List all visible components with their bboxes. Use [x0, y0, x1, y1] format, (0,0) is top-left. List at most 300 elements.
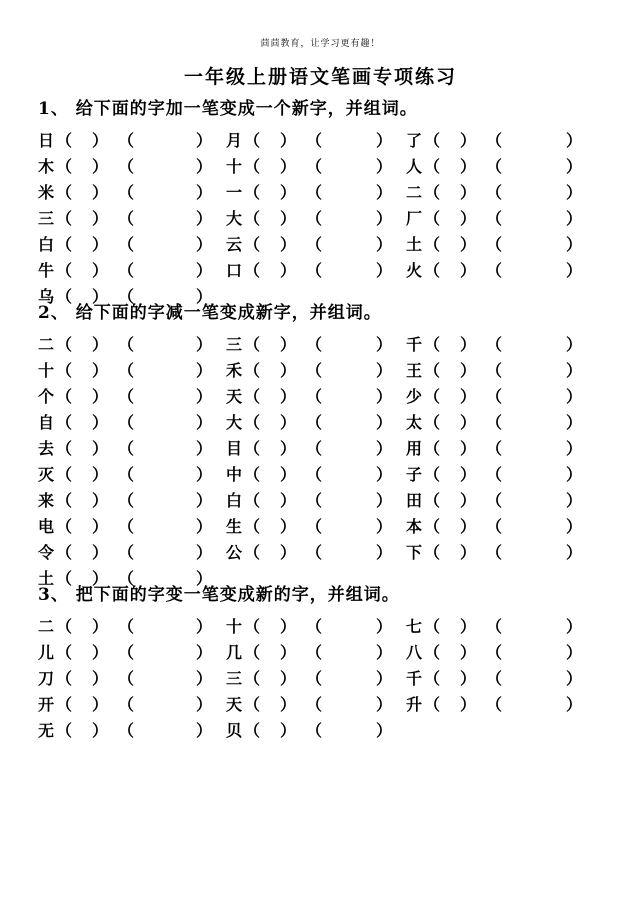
word-blank-close: ）	[376, 261, 393, 280]
word-blank-close: ）	[196, 569, 213, 588]
word-blank-open[interactable]: （	[486, 131, 503, 150]
word-blank-open[interactable]: （	[486, 491, 503, 510]
exercise-char: 太	[406, 413, 423, 432]
word-blank-open[interactable]: （	[486, 465, 503, 484]
word-blank-close: ）	[376, 183, 393, 202]
word-blank-close: ）	[376, 617, 393, 636]
word-blank-open[interactable]: （	[306, 543, 323, 562]
char-blank-open[interactable]: （	[424, 669, 441, 688]
char-blank-close: ）	[280, 387, 297, 406]
char-blank-close: ）	[280, 209, 297, 228]
exercise-char: 开	[38, 695, 55, 714]
word-blank-open[interactable]: （	[306, 235, 323, 254]
exercise-char: 云	[226, 235, 243, 254]
word-blank-open[interactable]: （	[486, 361, 503, 380]
exercise-char: 日	[38, 131, 55, 150]
word-blank-close: ）	[566, 131, 583, 150]
char-blank-open[interactable]: （	[244, 491, 261, 510]
exercise-char: 一	[226, 183, 243, 202]
char-blank-open[interactable]: （	[56, 183, 73, 202]
char-blank-close: ）	[460, 517, 477, 536]
char-blank-close: ）	[460, 183, 477, 202]
exercise-char: 土	[38, 569, 55, 588]
char-blank-open[interactable]: （	[56, 131, 73, 150]
word-blank-close: ）	[196, 287, 213, 306]
exercise-row	[0, 666, 641, 692]
char-blank-open[interactable]: （	[244, 695, 261, 714]
char-blank-open[interactable]: （	[244, 183, 261, 202]
char-blank-close: ）	[460, 209, 477, 228]
char-blank-close: ）	[460, 465, 477, 484]
char-blank-close: ）	[460, 261, 477, 280]
char-blank-open[interactable]: （	[244, 261, 261, 280]
char-blank-open[interactable]: （	[424, 491, 441, 510]
word-blank-close: ）	[196, 669, 213, 688]
exercise-row	[0, 332, 641, 358]
word-blank-close: ）	[566, 361, 583, 380]
exercise-char: 厂	[406, 209, 423, 228]
word-blank-close: ）	[566, 617, 583, 636]
char-blank-close: ）	[280, 695, 297, 714]
word-blank-open[interactable]: （	[306, 183, 323, 202]
word-blank-close: ）	[376, 157, 393, 176]
word-blank-open[interactable]: （	[486, 157, 503, 176]
word-blank-open[interactable]: （	[118, 387, 135, 406]
char-blank-close: ）	[92, 413, 109, 432]
word-blank-open[interactable]: （	[486, 335, 503, 354]
word-blank-open[interactable]: （	[118, 287, 135, 306]
char-blank-open[interactable]: （	[56, 287, 73, 306]
page-header: 茴茴教育，让学习更有趣！	[260, 39, 381, 49]
word-blank-close: ）	[566, 465, 583, 484]
char-blank-open[interactable]: （	[56, 335, 73, 354]
char-blank-open[interactable]: （	[56, 569, 73, 588]
word-blank-close: ）	[196, 465, 213, 484]
char-blank-open[interactable]: （	[424, 131, 441, 150]
char-blank-open[interactable]: （	[424, 439, 441, 458]
char-blank-open[interactable]: （	[56, 643, 73, 662]
char-blank-open[interactable]: （	[424, 209, 441, 228]
word-blank-open[interactable]: （	[118, 183, 135, 202]
exercise-char: 八	[406, 643, 423, 662]
char-blank-close: ）	[280, 669, 297, 688]
word-blank-open[interactable]: （	[306, 413, 323, 432]
exercise-char: 米	[38, 183, 55, 202]
word-blank-open[interactable]: （	[306, 361, 323, 380]
word-blank-open[interactable]: （	[486, 669, 503, 688]
char-blank-close: ）	[280, 465, 297, 484]
word-blank-close: ）	[566, 695, 583, 714]
word-blank-open[interactable]: （	[306, 261, 323, 280]
exercise-char: 自	[38, 413, 55, 432]
section-title-1: 1、 给下面的字加一笔变成一个新字，并组词。	[38, 99, 418, 119]
char-blank-close: ）	[92, 235, 109, 254]
word-blank-open[interactable]: （	[118, 465, 135, 484]
char-blank-close: ）	[92, 517, 109, 536]
word-blank-open[interactable]: （	[486, 517, 503, 536]
char-blank-close: ）	[92, 721, 109, 740]
char-blank-close: ）	[280, 131, 297, 150]
char-blank-open[interactable]: （	[244, 721, 261, 740]
word-blank-open[interactable]: （	[306, 721, 323, 740]
exercise-row	[0, 232, 641, 258]
char-blank-close: ）	[92, 669, 109, 688]
word-blank-close: ）	[196, 131, 213, 150]
char-blank-open[interactable]: （	[424, 543, 441, 562]
word-blank-open[interactable]: （	[118, 617, 135, 636]
word-blank-close: ）	[196, 695, 213, 714]
char-blank-open[interactable]: （	[56, 235, 73, 254]
word-blank-open[interactable]: （	[306, 157, 323, 176]
word-blank-close: ）	[376, 131, 393, 150]
word-blank-close: ）	[376, 413, 393, 432]
exercise-char: 火	[406, 261, 423, 280]
char-blank-open[interactable]: （	[244, 387, 261, 406]
char-blank-open[interactable]: （	[56, 413, 73, 432]
word-blank-open[interactable]: （	[118, 335, 135, 354]
word-blank-close: ）	[196, 643, 213, 662]
char-blank-close: ）	[460, 335, 477, 354]
word-blank-open[interactable]: （	[486, 387, 503, 406]
char-blank-open[interactable]: （	[56, 695, 73, 714]
char-blank-close: ）	[280, 361, 297, 380]
word-blank-open[interactable]: （	[118, 439, 135, 458]
char-blank-close: ）	[460, 543, 477, 562]
char-blank-close: ）	[460, 361, 477, 380]
word-blank-close: ）	[196, 235, 213, 254]
word-blank-open[interactable]: （	[118, 157, 135, 176]
char-blank-close: ）	[460, 669, 477, 688]
exercise-char: 七	[406, 617, 423, 636]
word-blank-close: ）	[376, 209, 393, 228]
word-blank-open[interactable]: （	[118, 569, 135, 588]
exercise-char: 大	[226, 209, 243, 228]
word-blank-close: ）	[566, 261, 583, 280]
char-blank-open[interactable]: （	[56, 465, 73, 484]
char-blank-open[interactable]: （	[56, 721, 73, 740]
exercise-char: 公	[226, 543, 243, 562]
exercise-char: 来	[38, 491, 55, 510]
word-blank-close: ）	[376, 491, 393, 510]
char-blank-open[interactable]: （	[56, 517, 73, 536]
char-blank-open[interactable]: （	[244, 157, 261, 176]
exercise-char: 十	[226, 617, 243, 636]
char-blank-close: ）	[460, 387, 477, 406]
char-blank-open[interactable]: （	[424, 517, 441, 536]
char-blank-open[interactable]: （	[244, 361, 261, 380]
exercise-char: 月	[226, 131, 243, 150]
char-blank-open[interactable]: （	[424, 261, 441, 280]
word-blank-open[interactable]: （	[486, 439, 503, 458]
worksheet-title: 一年级上册语文笔画专项练习	[183, 66, 457, 88]
word-blank-close: ）	[196, 413, 213, 432]
exercise-row	[0, 154, 641, 180]
word-blank-close: ）	[566, 439, 583, 458]
char-blank-open[interactable]: （	[244, 413, 261, 432]
char-blank-close: ）	[280, 261, 297, 280]
section-title-3: 3、 把下面的字变一笔变成新的字，并组词。	[38, 585, 400, 605]
word-blank-open[interactable]: （	[118, 721, 135, 740]
word-blank-close: ）	[566, 387, 583, 406]
word-blank-close: ）	[376, 465, 393, 484]
char-blank-open[interactable]: （	[244, 669, 261, 688]
char-blank-close: ）	[92, 569, 109, 588]
word-blank-open[interactable]: （	[486, 183, 503, 202]
char-blank-open[interactable]: （	[424, 617, 441, 636]
char-blank-close: ）	[460, 131, 477, 150]
exercise-char: 下	[406, 543, 423, 562]
exercise-row	[0, 180, 641, 206]
exercise-row	[0, 614, 641, 640]
exercise-row	[0, 462, 641, 488]
char-blank-close: ）	[460, 491, 477, 510]
char-blank-open[interactable]: （	[56, 209, 73, 228]
word-blank-open[interactable]: （	[118, 413, 135, 432]
char-blank-open[interactable]: （	[56, 491, 73, 510]
word-blank-close: ）	[376, 335, 393, 354]
word-blank-close: ）	[566, 643, 583, 662]
exercise-char: 电	[38, 517, 55, 536]
exercise-char: 目	[226, 439, 243, 458]
exercise-char: 子	[406, 465, 423, 484]
char-blank-open[interactable]: （	[244, 617, 261, 636]
char-blank-close: ）	[460, 413, 477, 432]
word-blank-close: ）	[196, 361, 213, 380]
word-blank-open[interactable]: （	[306, 439, 323, 458]
word-blank-close: ）	[376, 721, 393, 740]
exercise-row	[0, 640, 641, 666]
word-blank-open[interactable]: （	[486, 643, 503, 662]
section-title-2: 2、 给下面的字减一笔变成新字，并组词。	[38, 303, 382, 323]
word-blank-close: ）	[566, 335, 583, 354]
word-blank-close: ）	[376, 669, 393, 688]
char-blank-open[interactable]: （	[244, 131, 261, 150]
char-blank-open[interactable]: （	[56, 387, 73, 406]
exercise-char: 三	[226, 669, 243, 688]
word-blank-close: ）	[566, 209, 583, 228]
word-blank-close: ）	[196, 543, 213, 562]
word-blank-close: ）	[566, 235, 583, 254]
exercise-char: 二	[406, 183, 423, 202]
char-blank-open[interactable]: （	[56, 617, 73, 636]
char-blank-close: ）	[460, 643, 477, 662]
char-blank-open[interactable]: （	[424, 643, 441, 662]
exercise-char: 刀	[38, 669, 55, 688]
word-blank-open[interactable]: （	[486, 695, 503, 714]
char-blank-close: ）	[92, 491, 109, 510]
char-blank-close: ）	[280, 413, 297, 432]
word-blank-close: ）	[376, 695, 393, 714]
char-blank-open[interactable]: （	[244, 235, 261, 254]
exercise-char: 土	[406, 235, 423, 254]
exercise-row	[0, 488, 641, 514]
char-blank-open[interactable]: （	[56, 439, 73, 458]
word-blank-close: ）	[196, 387, 213, 406]
exercise-row	[0, 514, 641, 540]
exercise-char: 本	[406, 517, 423, 536]
word-blank-open[interactable]: （	[118, 695, 135, 714]
char-blank-open[interactable]: （	[424, 413, 441, 432]
exercise-char: 三	[38, 209, 55, 228]
char-blank-close: ）	[460, 617, 477, 636]
word-blank-open[interactable]: （	[118, 543, 135, 562]
word-blank-close: ）	[376, 643, 393, 662]
word-blank-open[interactable]: （	[306, 695, 323, 714]
char-blank-close: ）	[92, 439, 109, 458]
char-blank-open[interactable]: （	[244, 335, 261, 354]
char-blank-close: ）	[280, 235, 297, 254]
word-blank-open[interactable]: （	[118, 361, 135, 380]
word-blank-open[interactable]: （	[486, 235, 503, 254]
word-blank-close: ）	[376, 235, 393, 254]
word-blank-close: ）	[566, 183, 583, 202]
word-blank-open[interactable]: （	[118, 517, 135, 536]
word-blank-close: ）	[196, 439, 213, 458]
word-blank-open[interactable]: （	[306, 643, 323, 662]
char-blank-open[interactable]: （	[424, 157, 441, 176]
char-blank-close: ）	[92, 543, 109, 562]
word-blank-open[interactable]: （	[118, 643, 135, 662]
word-blank-close: ）	[196, 209, 213, 228]
char-blank-close: ）	[92, 209, 109, 228]
exercise-row	[0, 540, 641, 566]
word-blank-close: ）	[196, 261, 213, 280]
exercise-char: 天	[226, 387, 243, 406]
exercise-char: 口	[226, 261, 243, 280]
word-blank-open[interactable]: （	[118, 669, 135, 688]
char-blank-open[interactable]: （	[56, 261, 73, 280]
word-blank-close: ）	[376, 543, 393, 562]
char-blank-close: ）	[280, 183, 297, 202]
char-blank-open[interactable]: （	[424, 335, 441, 354]
word-blank-open[interactable]: （	[306, 209, 323, 228]
exercise-char: 少	[406, 387, 423, 406]
word-blank-close: ）	[196, 517, 213, 536]
exercise-char: 白	[226, 491, 243, 510]
word-blank-open[interactable]: （	[486, 617, 503, 636]
char-blank-open[interactable]: （	[424, 465, 441, 484]
word-blank-close: ）	[566, 517, 583, 536]
exercise-char: 去	[38, 439, 55, 458]
char-blank-close: ）	[280, 335, 297, 354]
exercise-char: 用	[406, 439, 423, 458]
char-blank-close: ）	[92, 617, 109, 636]
word-blank-close: ）	[196, 183, 213, 202]
char-blank-open[interactable]: （	[424, 361, 441, 380]
word-blank-open[interactable]: （	[306, 465, 323, 484]
word-blank-open[interactable]: （	[306, 387, 323, 406]
exercise-char: 无	[38, 721, 55, 740]
word-blank-open[interactable]: （	[118, 491, 135, 510]
char-blank-close: ）	[460, 235, 477, 254]
char-blank-close: ）	[92, 335, 109, 354]
char-blank-open[interactable]: （	[244, 517, 261, 536]
word-blank-close: ）	[566, 669, 583, 688]
char-blank-open[interactable]: （	[56, 669, 73, 688]
char-blank-open[interactable]: （	[244, 643, 261, 662]
char-blank-open[interactable]: （	[56, 543, 73, 562]
char-blank-close: ）	[92, 131, 109, 150]
char-blank-open[interactable]: （	[424, 695, 441, 714]
word-blank-open[interactable]: （	[486, 209, 503, 228]
exercise-row	[0, 384, 641, 410]
word-blank-open[interactable]: （	[118, 261, 135, 280]
exercise-char: 儿	[38, 643, 55, 662]
char-blank-close: ）	[92, 261, 109, 280]
exercise-row	[0, 258, 641, 284]
word-blank-open[interactable]: （	[486, 413, 503, 432]
char-blank-open[interactable]: （	[424, 235, 441, 254]
char-blank-close: ）	[280, 517, 297, 536]
char-blank-close: ）	[460, 439, 477, 458]
char-blank-close: ）	[280, 491, 297, 510]
exercise-char: 个	[38, 387, 55, 406]
exercise-char: 王	[406, 361, 423, 380]
exercise-char: 令	[38, 543, 55, 562]
char-blank-close: ）	[280, 643, 297, 662]
char-blank-open[interactable]: （	[244, 543, 261, 562]
char-blank-close: ）	[92, 387, 109, 406]
word-blank-open[interactable]: （	[306, 669, 323, 688]
char-blank-close: ）	[92, 465, 109, 484]
char-blank-open[interactable]: （	[244, 439, 261, 458]
char-blank-open[interactable]: （	[244, 209, 261, 228]
exercise-char: 千	[406, 335, 423, 354]
word-blank-close: ）	[566, 413, 583, 432]
char-blank-open[interactable]: （	[424, 183, 441, 202]
word-blank-open[interactable]: （	[306, 335, 323, 354]
word-blank-open[interactable]: （	[486, 261, 503, 280]
word-blank-close: ）	[376, 361, 393, 380]
exercise-char: 木	[38, 157, 55, 176]
exercise-char: 人	[406, 157, 423, 176]
word-blank-close: ）	[196, 335, 213, 354]
exercise-char: 贝	[226, 721, 243, 740]
word-blank-open[interactable]: （	[118, 131, 135, 150]
char-blank-open[interactable]: （	[56, 361, 73, 380]
word-blank-close: ）	[196, 157, 213, 176]
char-blank-open[interactable]: （	[424, 387, 441, 406]
exercise-row	[0, 410, 641, 436]
word-blank-open[interactable]: （	[118, 235, 135, 254]
word-blank-open[interactable]: （	[486, 543, 503, 562]
exercise-char: 白	[38, 235, 55, 254]
char-blank-close: ）	[280, 439, 297, 458]
word-blank-open[interactable]: （	[306, 491, 323, 510]
char-blank-close: ）	[92, 643, 109, 662]
word-blank-open[interactable]: （	[306, 517, 323, 536]
word-blank-open[interactable]: （	[306, 131, 323, 150]
exercise-char: 生	[226, 517, 243, 536]
exercise-char: 禾	[226, 361, 243, 380]
char-blank-open[interactable]: （	[56, 157, 73, 176]
exercise-char: 天	[226, 695, 243, 714]
char-blank-open[interactable]: （	[244, 465, 261, 484]
word-blank-close: ）	[196, 721, 213, 740]
exercise-char: 二	[38, 617, 55, 636]
char-blank-close: ）	[92, 157, 109, 176]
exercise-char: 大	[226, 413, 243, 432]
exercise-char: 田	[406, 491, 423, 510]
exercise-row	[0, 692, 641, 718]
exercise-char: 中	[226, 465, 243, 484]
char-blank-close: ）	[460, 157, 477, 176]
exercise-row	[0, 206, 641, 232]
exercise-row	[0, 128, 641, 154]
exercise-char: 二	[38, 335, 55, 354]
word-blank-open[interactable]: （	[118, 209, 135, 228]
word-blank-open[interactable]: （	[306, 617, 323, 636]
